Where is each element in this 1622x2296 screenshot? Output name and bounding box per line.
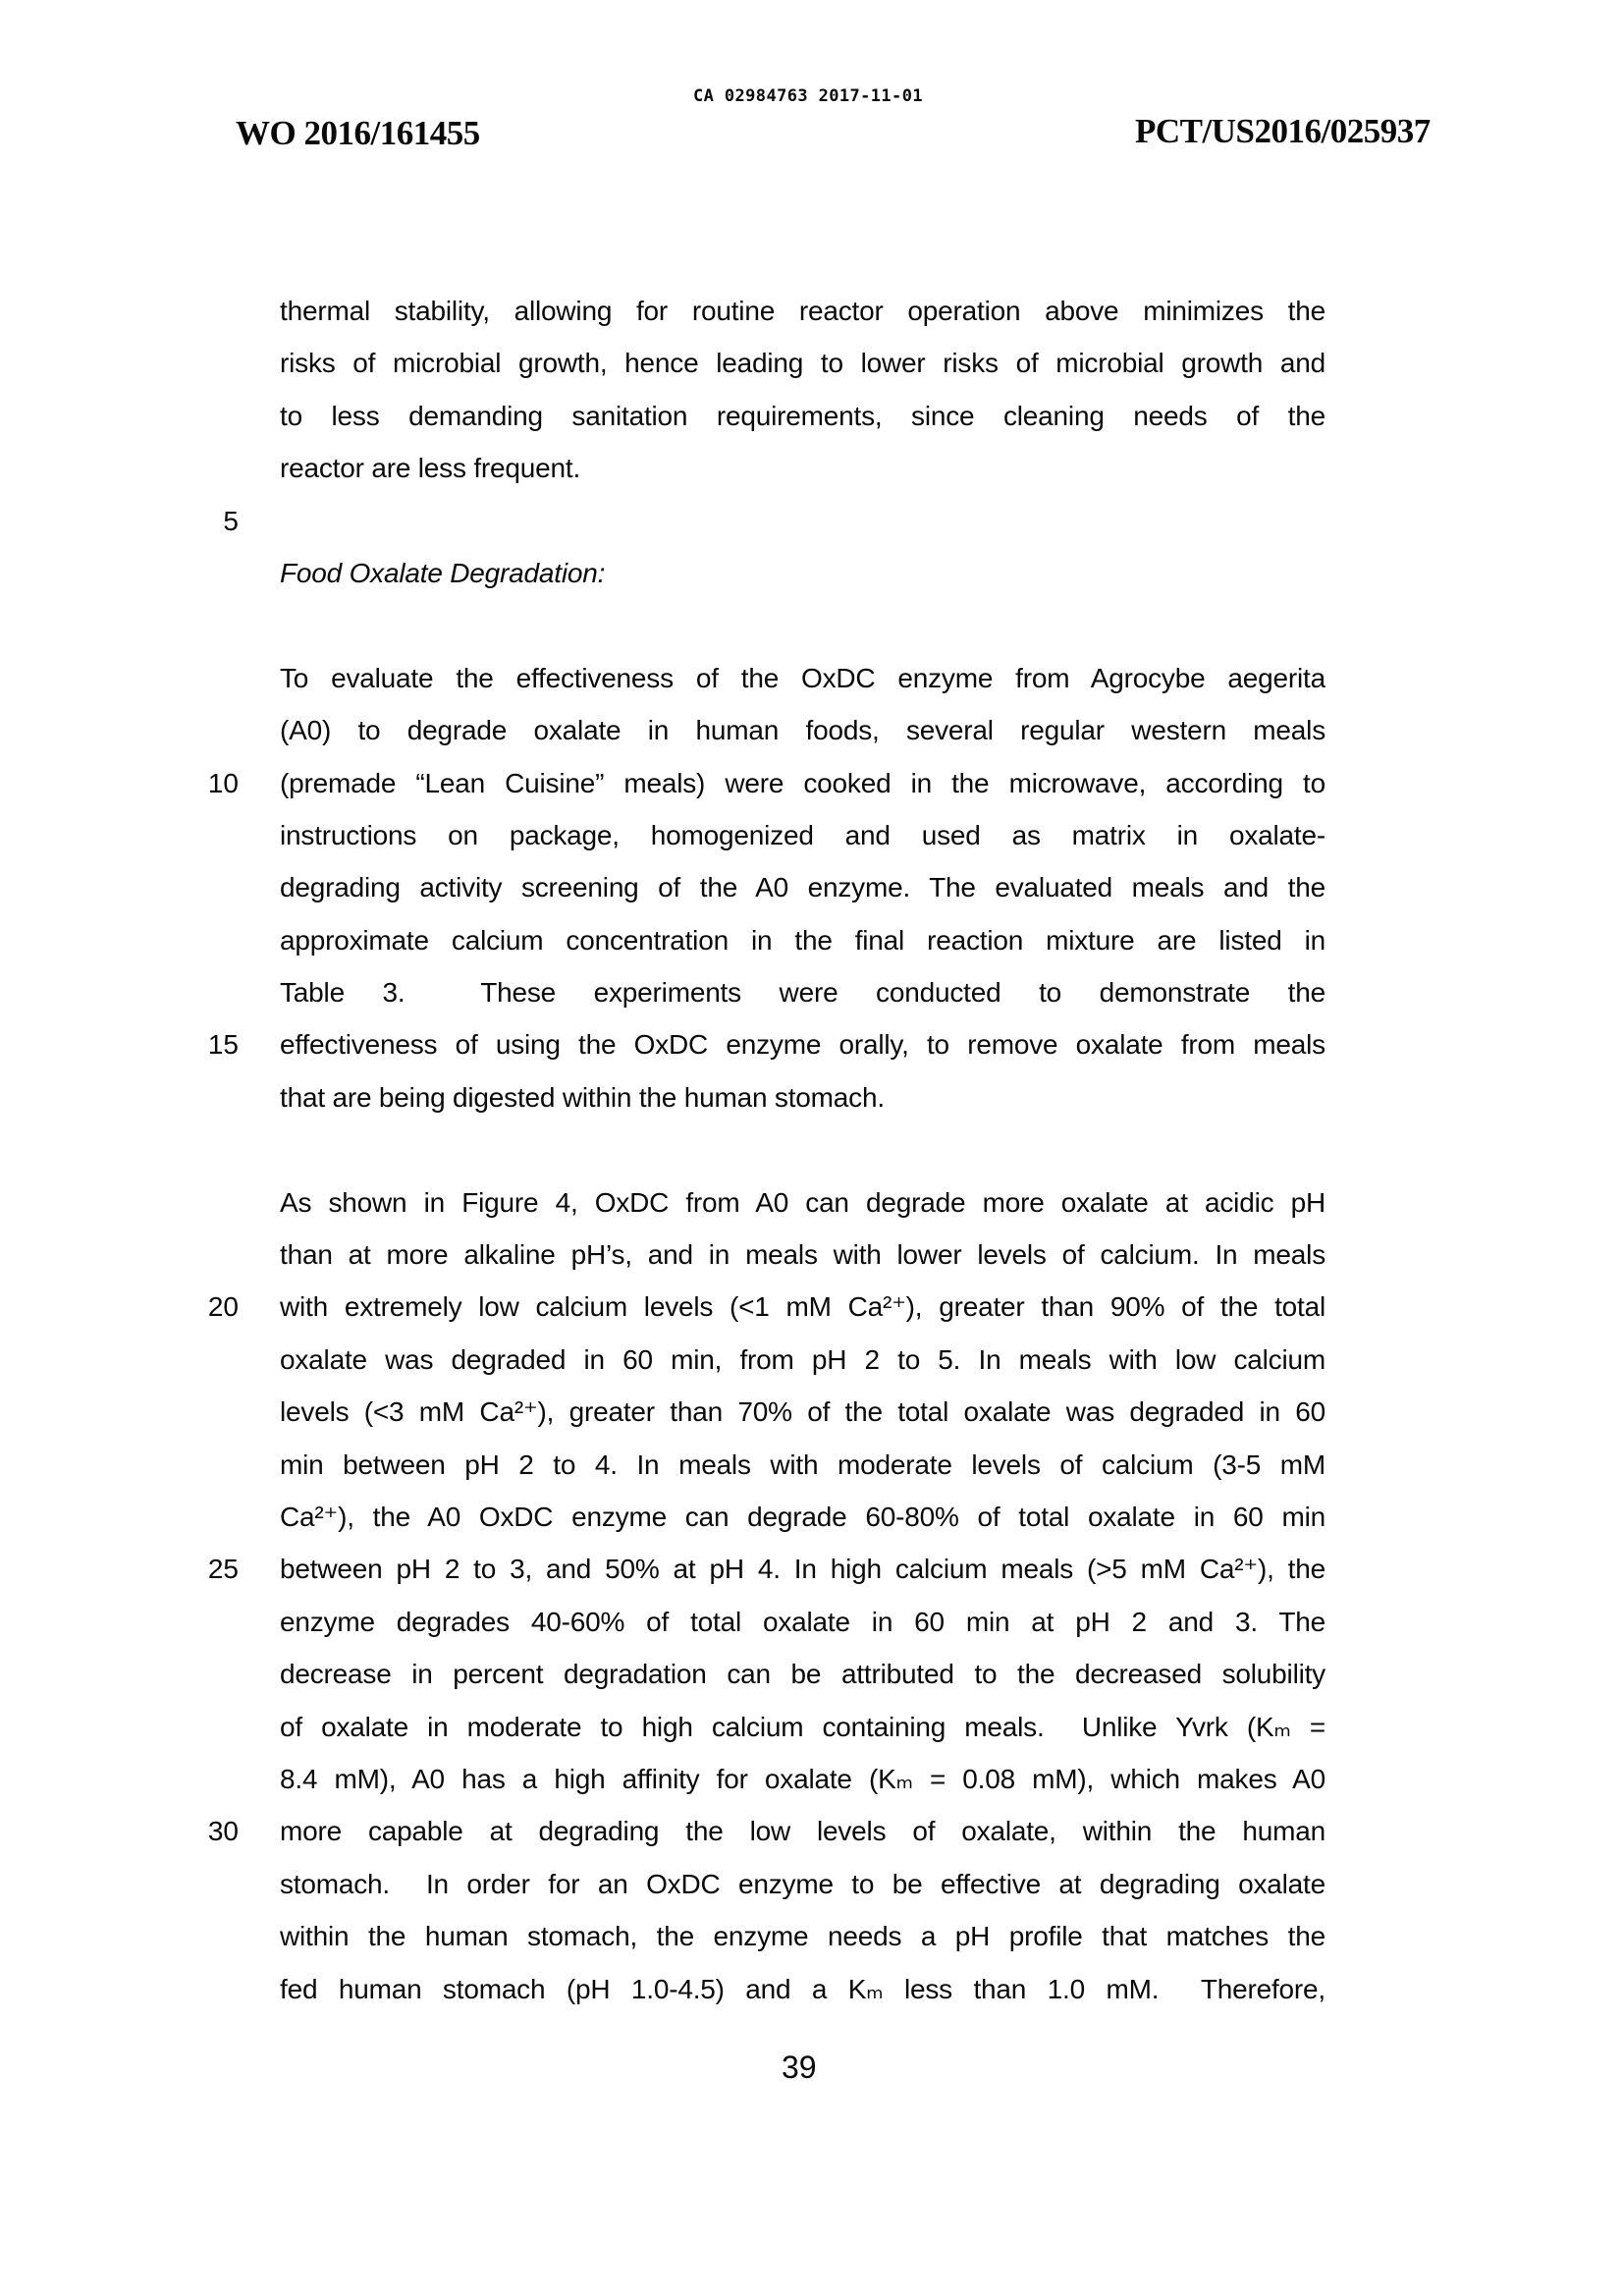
line-number	[137, 1495, 239, 1547]
text-line	[137, 1285, 1325, 1337]
line-text: within the human stomach, the enzyme needs a pH profile that matches the	[280, 1921, 1325, 1952]
line-text: Ca²⁺), the A0 OxDC enzyme can degrade 60-80% of total oxalate in 60 min	[280, 1501, 1325, 1532]
line-number: 25	[207, 1554, 239, 1585]
text-line	[137, 1495, 1325, 1547]
text-line	[137, 813, 1325, 865]
text-line	[137, 708, 1325, 760]
line-text: effectiveness of using the OxDC enzyme orally, to remove oxalate from meals	[280, 1029, 1325, 1061]
line-text: degrading activity screening of the A0 enzyme. The evaluated meals and the	[280, 872, 1325, 903]
line-text: to less demanding sanitation requirements, since cleaning needs of the	[280, 400, 1325, 431]
line-number: 5	[223, 505, 239, 536]
line-text: As shown in Figure 4, OxDC from A0 can degrade more oxalate at acidic pH	[280, 1186, 1325, 1218]
text-line	[137, 341, 1325, 393]
line-text	[280, 1127, 1325, 1179]
line-text: approximate calcium concentration in the final reaction mixture are listed in	[280, 924, 1325, 956]
line-number	[137, 1443, 239, 1495]
line-number	[137, 394, 239, 446]
line-number	[137, 865, 239, 917]
text-line	[137, 761, 1325, 813]
text-line	[137, 1914, 1325, 1966]
line-text: reactor are less frequent.	[280, 453, 581, 484]
line-number	[137, 1705, 239, 1757]
text-line	[137, 499, 1325, 551]
text-line	[137, 1705, 1325, 1757]
text-line	[137, 1338, 1325, 1390]
wo-publication-number: WO 2016/161455	[236, 114, 480, 152]
text-line	[137, 865, 1325, 917]
line-text: levels (<3 mM Ca²⁺), greater than 70% of the total oxalate was degraded in 60	[280, 1396, 1325, 1428]
text-line	[137, 551, 1325, 603]
line-text: that are being digested within the human stomach.	[280, 1081, 885, 1113]
text-line	[137, 1757, 1325, 1809]
text-line	[137, 656, 1325, 708]
text-line	[137, 394, 1325, 446]
line-number	[137, 1600, 239, 1652]
pct-application-number: PCT/US2016/025937	[1135, 112, 1431, 150]
text-line	[137, 1809, 1325, 1861]
line-text: To evaluate the effectiveness of the OxDC enzyme from Agrocybe aegerita	[280, 662, 1325, 693]
line-text: of oxalate in moderate to high calcium containing meals. Unlike Yvrk (Kₘ =	[280, 1711, 1325, 1742]
text-line	[137, 1967, 1325, 2019]
line-text: min between pH 2 to 4. In meals with moderate levels of calcium (3-5 mM	[280, 1449, 1325, 1480]
line-number	[137, 1075, 239, 1127]
line-text: (A0) to degrade oxalate in human foods, several regular western meals	[280, 715, 1325, 746]
line-number	[137, 1862, 239, 1914]
text-line	[137, 1862, 1325, 1914]
line-number	[137, 656, 239, 708]
line-number	[137, 551, 239, 603]
text-line	[137, 1443, 1325, 1495]
line-text: more capable at degrading the low levels of oxalate, within the human	[280, 1816, 1325, 1847]
line-number	[137, 341, 239, 393]
line-number	[137, 1180, 239, 1232]
line-text: risks of microbial growth, hence leading to lower risks of microbial growth and	[280, 348, 1325, 379]
line-text: with extremely low calcium levels (<1 mM Ca²⁺), greater than 90% of the total	[280, 1291, 1325, 1323]
line-number: 20	[207, 1291, 239, 1323]
text-line	[137, 1232, 1325, 1285]
line-number	[137, 1914, 239, 1966]
line-text: fed human stomach (pH 1.0-4.5) and a Kₘ less than 1.0 mM. Therefore,	[280, 1973, 1325, 2004]
line-number	[137, 289, 239, 341]
line-text: than at more alkaline pH’s, and in meals with lower levels of calcium. In meals	[280, 1239, 1325, 1271]
line-text: instructions on package, homogenized and used as matrix in oxalate-	[280, 819, 1325, 850]
text-line	[137, 1600, 1325, 1652]
text-line	[137, 970, 1325, 1022]
line-text	[280, 603, 1325, 655]
line-number: 30	[207, 1816, 239, 1847]
text-line	[137, 1022, 1325, 1074]
page-number: 39	[782, 2050, 817, 2085]
line-number	[137, 1967, 239, 2019]
line-number	[137, 446, 239, 498]
text-body	[137, 289, 1325, 2019]
line-text: enzyme degrades 40-60% of total oxalate in 60 min at pH 2 and 3. The	[280, 1606, 1325, 1637]
text-line	[137, 1547, 1325, 1599]
line-text: between pH 2 to 3, and 50% at pH 4. In high calcium meals (>5 mM Ca²⁺), the	[280, 1554, 1325, 1585]
text-line	[137, 289, 1325, 341]
line-number	[137, 970, 239, 1022]
text-line	[137, 918, 1325, 970]
line-number	[137, 1652, 239, 1704]
text-line	[137, 446, 1325, 498]
line-text: 8.4 mM), A0 has a high affinity for oxalate (Kₘ = 0.08 mM), which makes A0	[280, 1763, 1325, 1794]
line-text: thermal stability, allowing for routine reactor operation above minimizes the	[280, 296, 1325, 326]
line-number	[137, 603, 239, 655]
line-text	[280, 499, 1325, 551]
line-text: stomach. In order for an OxDC enzyme to be effective at degrading oxalate	[280, 1868, 1325, 1899]
filing-stamp: CA 02984763 2017-11-01	[693, 86, 923, 106]
line-number	[137, 918, 239, 970]
line-text: Table 3. These experiments were conducted to demonstrate the	[280, 977, 1325, 1009]
line-number	[137, 1338, 239, 1390]
line-text: oxalate was degraded in 60 min, from pH 2 to 5. In meals with low calcium	[280, 1343, 1325, 1375]
section-heading: Food Oxalate Degradation:	[280, 557, 606, 588]
line-number: 15	[207, 1029, 239, 1061]
line-number	[137, 1757, 239, 1809]
line-number	[137, 1127, 239, 1179]
text-line	[137, 1390, 1325, 1442]
text-line	[137, 603, 1325, 655]
line-text: decrease in percent degradation can be attributed to the decreased solubility	[280, 1659, 1325, 1690]
text-line	[137, 1127, 1325, 1179]
line-number	[137, 1390, 239, 1442]
text-line	[137, 1075, 1325, 1127]
line-number: 10	[207, 767, 239, 798]
line-number	[137, 1232, 239, 1285]
line-text: (premade “Lean Cuisine” meals) were cooked in the microwave, according to	[280, 767, 1325, 798]
line-number	[137, 708, 239, 760]
text-line	[137, 1180, 1325, 1232]
line-number	[137, 813, 239, 865]
text-line	[137, 1652, 1325, 1704]
